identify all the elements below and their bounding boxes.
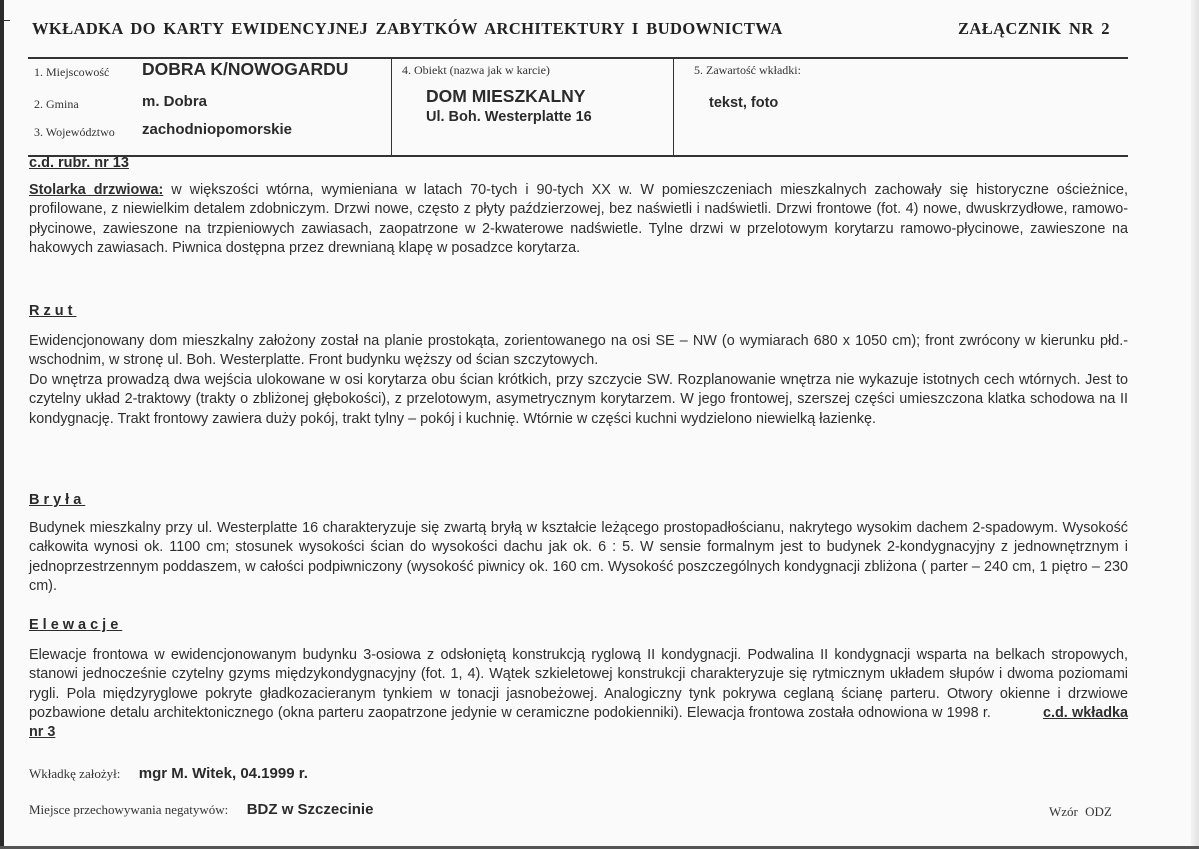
plan-paragraph-2: Do wnętrza prowadzą dwa wejścia ulokowane w osi korytarza obu ścian krótkich, przy szczycie SW. Rozplanowanie wnętrza nie wykazuje istotnych cech wtórnych. Jest to czytelny układ 2-traktowy (trakty o zbliżonej głębokości), z przelotowym, asymetrycznym korytarzem. W jego frontowej, szerszej części umieszczona klatka schodowa na II kondygnację. Trakt frontowy zawiera duży pokój, trakt tylny – pokój i kuchnię. Wtórnie w części kuchni wydzielono niewielką łazienkę. (29, 372, 1128, 427)
massing-heading: Bryła (29, 492, 86, 508)
location-cell (28, 59, 392, 155)
massing-paragraph: Budynek mieszkalny przy ul. Westerplatte 16 charakteryzuje się zwartą bryłą w kształcie leżącego prostopadłościanu, nakrytego wysokim dachem 2-spadowym. Wysokość całkowita wynosi ok. 1100 cm; stosunek wysokości ścian do wysokości dachu jak ok. 6 : 5. W sensie formalnym jest to budynek 2-kondygnacyjny z jednownętrznym i jednoprzestrzennym poddaszem, w całości podpiwniczony (wysokość piwnicy ok. 160 cm. Wysokość poszczególnych kondygnacji zbliżona ( parter – 240 cm, 1 piętro – 230 cm). (29, 520, 1128, 594)
contents-value: tekst, foto (709, 95, 779, 111)
joinery-lead: Stolarka drzwiowa: (29, 182, 164, 198)
locality-row (34, 59, 349, 81)
voivodeship-value: zachodniopomorskie (142, 121, 293, 138)
voivodeship-label: 3. Województwo (34, 125, 115, 139)
locality-label: 1. Miejscowość (34, 65, 110, 79)
storage-label: Miejsce przechowywania negatywów: (29, 802, 229, 817)
plan-paragraph-1: Ewidencjonowany dom mieszkalny założony został na planie prostokąta, zorientowanego na osi SE – NW (o wymiarach 680 x 1050 cm); front zwrócony w kierunku płd.-wschodnim, w stronę ul. Boh. Westerplatte. Front budynku węższy od ścian szczytowych. (29, 333, 1128, 369)
elevations-heading: Elewacje (29, 617, 123, 633)
storage-line (29, 801, 373, 819)
plan-heading: Rzut (29, 303, 77, 319)
annex-number: ZAŁĄCZNIK NR 2 (958, 19, 1110, 38)
object-label: 4. Obiekt (nazwa jak w karcie) (402, 63, 550, 77)
continuation-next: c.d. wkładka nr 3 (29, 704, 1128, 741)
scan-edge-tick (4, 20, 10, 21)
object-name: DOM MIESZKALNY (426, 86, 586, 106)
storage-value: BDZ w Szczecinie (246, 801, 374, 818)
joinery-paragraph (29, 181, 1128, 258)
author-value: mgr M. Witek, 04.1999 r. (138, 765, 308, 782)
identification-table (28, 57, 1128, 157)
commune-label: 2. Gmina (34, 97, 79, 111)
scan-left-edge (0, 0, 4, 849)
contents-cell (675, 59, 1128, 155)
elevations-text: Elewacje frontowa w ewidencjonowanym budynku 3-osiowa z odsłoniętą konstrukcją ryglową II kondygnacji. Podwalina II kondygnacji wsparta na belkach stropowych, stanowi jednocześnie czytelny gzyms międzykondygnacyjny (fot. 1, 4). Wątek szkieletowej konstrukcji charakteryzuje się rytmicznym układem słupów i dwoma poziomami rygli. Pola międzyryglowe pokryte gładkozacieranym tynkiem w tonacji jasnobeżowej. Analogiczny tynk pokrywa ceglaną ścianę parteru. Otwory okienne i drzwiowe pozbawione detalu architektonicznego (okna parteru zaopatrzone jedynie w ceramiczne podokienniki). Elewacja frontowa została odnowiona w 1998 r. (29, 647, 1128, 721)
document-title: WKŁADKA DO KARTY EWIDENCYJNEJ ZABYTKÓW ARCHITEKTURY I BUDOWNICTWA (32, 19, 783, 38)
locality-value: DOBRA K/NOWOGARDU (142, 59, 349, 79)
joinery-text: w większości wtórna, wymieniana w latach 70-tych i 90-tych XX w. W pomieszczeniach mieszkalnych zachowały się historyczne ościeżnice, profilowane, z niewielkim detalem zdobniczym. Drzwi nowe, często z płyty paździerzowej, bez naświetli i nadświetli. Drzwi frontowe (fot. 4) nowe, dwuskrzydłowe, ramowo-płycinowe, zawieszone na trzpieniowych zawiasach, zaopatrzone w 2-kwaterowe nadświetle. Tylne drzwi w przelotowym korytarzu ramowo-płycinowe, zawieszone na hakowych zawiasach. Piwnica dostępna przez drewnianą klapę w posadzce korytarza. (29, 182, 1128, 256)
object-cell (392, 59, 674, 155)
object-address: Ul. Boh. Westerplatte 16 (426, 109, 592, 125)
author-line (29, 765, 308, 783)
contents-label: 5. Zawartość wkładki: (694, 63, 801, 77)
voivodeship-row (34, 121, 293, 141)
scan-right-shade (1191, 0, 1199, 849)
commune-row (34, 93, 208, 113)
continuation-from: c.d. rubr. nr 13 (29, 155, 129, 171)
elevations-paragraph (29, 646, 1128, 742)
author-label: Wkładkę założył: (29, 766, 121, 781)
template-mark: Wzór ODZ (1049, 804, 1112, 819)
commune-value: m. Dobra (142, 93, 208, 110)
